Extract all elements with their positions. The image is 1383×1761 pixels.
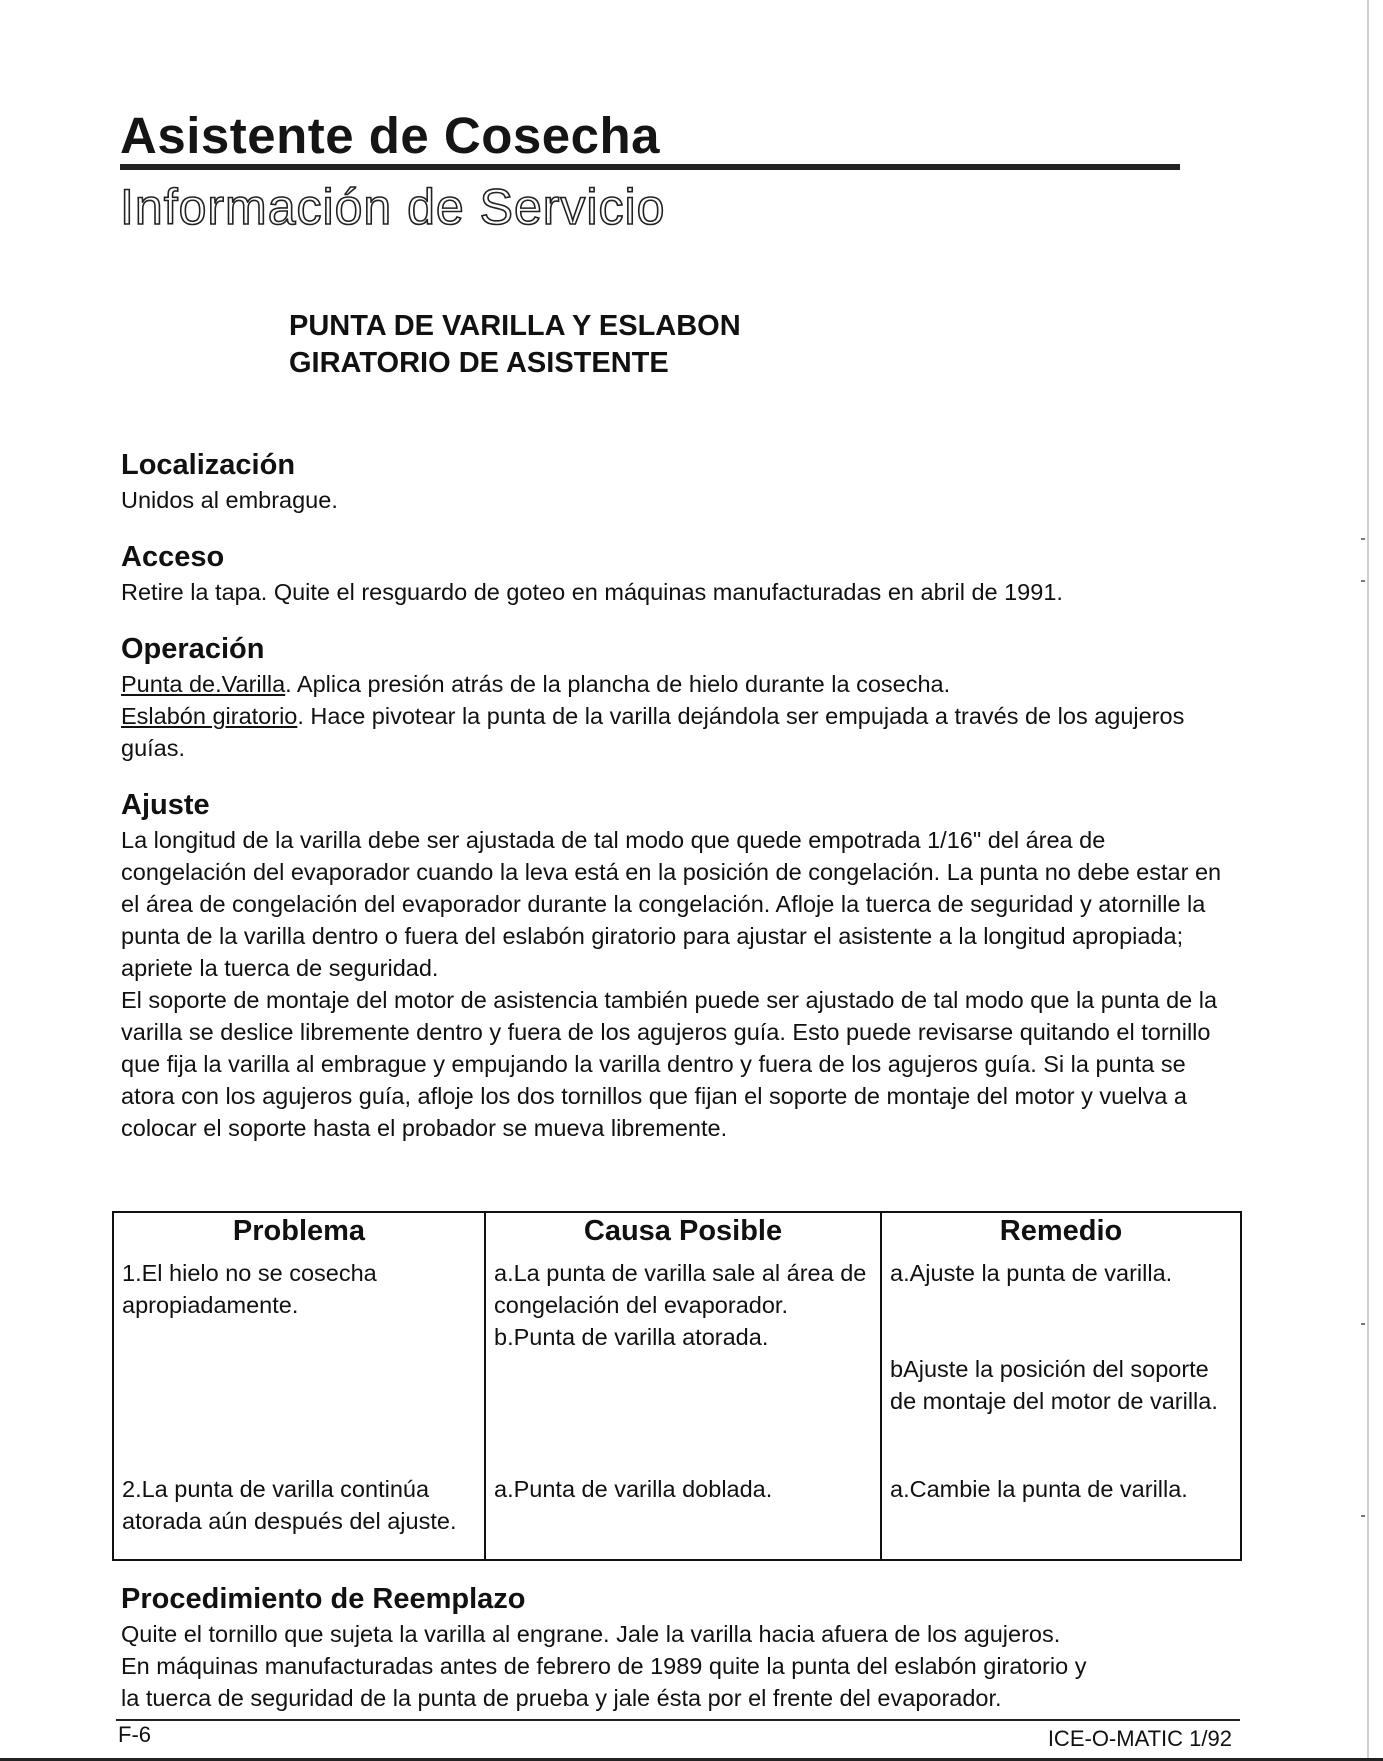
acceso-text: Retire la tapa. Quite el resguardo de goteo en máquinas manufacturadas en abril de 1991. (121, 579, 1063, 605)
table-cell-problem (114, 1473, 485, 1559)
table-cell-problem (114, 1257, 485, 1473)
operacion-item-2 (121, 700, 1236, 764)
problem-2: 2.La punta de varilla continúa atorada aún después del ajuste. (122, 1475, 457, 1534)
page-edge (1367, 0, 1383, 1761)
operacion-item-2-text: . Hace pivotear la punta de la varilla dejándola ser empujada a través de los agujeros guías. (121, 703, 1185, 761)
page-header (120, 108, 1180, 236)
page-subtitle: Información de Servicio (120, 179, 666, 235)
acceso-heading: Acceso (121, 541, 225, 573)
section-title (289, 308, 741, 382)
page-title: Asistente de Cosecha (120, 108, 1180, 170)
localizacion-heading: Localización (121, 449, 296, 481)
table-row (114, 1257, 1240, 1473)
reemplazo-text-3: la tuerca de seguridad de la punta de prueba y jale ésta por el frente del evaporador. (121, 1685, 1002, 1711)
operacion-heading: Operación (121, 633, 265, 665)
brand-date: ICE-O-MATIC 1/92 (1047, 1726, 1232, 1751)
localizacion-text: Unidos al embrague. (121, 487, 338, 513)
operacion-item-1-text: . Aplica presión atrás de la plancha de hielo durante la cosecha. (285, 671, 951, 697)
table-cell-remedy (881, 1473, 1240, 1559)
troubleshooting-table (112, 1211, 1242, 1561)
reemplazo-text-2: En máquinas manufacturadas antes de febrero de 1989 quite la punta del eslabón giratorio y (121, 1653, 1087, 1679)
section-title-line2: GIRATORIO DE ASISTENTE (289, 347, 669, 379)
main-content (121, 446, 1236, 1144)
ajuste-paragraph-1: La longitud de la varilla debe ser ajustada de tal modo que quede empotrada 1/16" del área de congelación del evaporador cuando la leva está en la posición de congelación. La punta no debe estar en el área de congelación del evaporador durante la congelación. Afloje la tuerca de seguridad y atornille la punta de la varilla dentro o fuera del eslabón giratorio para ajustar el asistente a la longitud apropiada; apriete la tuerca de seguridad. (121, 827, 1222, 981)
ajuste-heading: Ajuste (121, 789, 210, 821)
scan-mark (1361, 1515, 1365, 1517)
cause-1a: a.La punta de varilla sale al área de congelación del evaporador. (494, 1260, 867, 1318)
cause-1b: b.Punta de varilla atorada. (494, 1324, 769, 1350)
table-header-causa: Causa Posible (485, 1213, 881, 1257)
section-title-line1: PUNTA DE VARILLA Y ESLABON (289, 310, 741, 342)
table-cell-cause (485, 1473, 881, 1559)
replacement-section (121, 1580, 1246, 1714)
scan-mark (1361, 538, 1365, 540)
table-row (114, 1473, 1240, 1559)
table-header-remedio: Remedio (881, 1213, 1240, 1257)
table-header-problema: Problema (232, 1215, 366, 1247)
table-cell-cause (485, 1257, 881, 1473)
remedy-1b: bAjuste la posición del soporte de montaje del motor de varilla. (890, 1356, 1218, 1414)
problem-1: 1.El hielo no se cosecha apropiadamente. (122, 1260, 377, 1318)
operacion-item-1-label: Punta de.Varilla (121, 671, 286, 697)
scan-mark (1361, 580, 1365, 582)
scan-mark (1361, 1323, 1365, 1325)
cause-2a: a.Punta de varilla doblada. (494, 1475, 773, 1502)
reemplazo-heading: Procedimiento de Reemplazo (121, 1583, 526, 1615)
remedy-1a: a.Ajuste la punta de varilla. (890, 1260, 1173, 1286)
ajuste-paragraph-2: El soporte de montaje del motor de asistencia también puede ser ajustado de tal modo que la punta de la varilla se deslice libremente dentro y fuera de los agujeros guía. Esto puede revisarse quitando el tornillo que fija la varilla al embrague y empujando la varilla dentro y fuera de los agujeros guía. Si la punta se atora con los agujeros guía, afloje los dos tornillos que fijan el soporte de montaje del motor y vuelva a colocar el soporte hasta el probador se mueva libremente. (121, 987, 1218, 1141)
table-cell-remedy (881, 1257, 1240, 1473)
operacion-item-2-label: Eslabón giratorio (121, 703, 298, 729)
reemplazo-text-1: Quite el tornillo que sujeta la varilla al engrane. Jale la varilla hacia afuera de los agujeros. (121, 1621, 1061, 1647)
remedy-2a: a.Cambie la punta de varilla. (890, 1475, 1188, 1502)
table-header-row (114, 1213, 1240, 1257)
page-number: F-6 (118, 1722, 151, 1747)
page-footer (116, 1719, 1240, 1751)
operacion-item-1 (121, 668, 1236, 700)
